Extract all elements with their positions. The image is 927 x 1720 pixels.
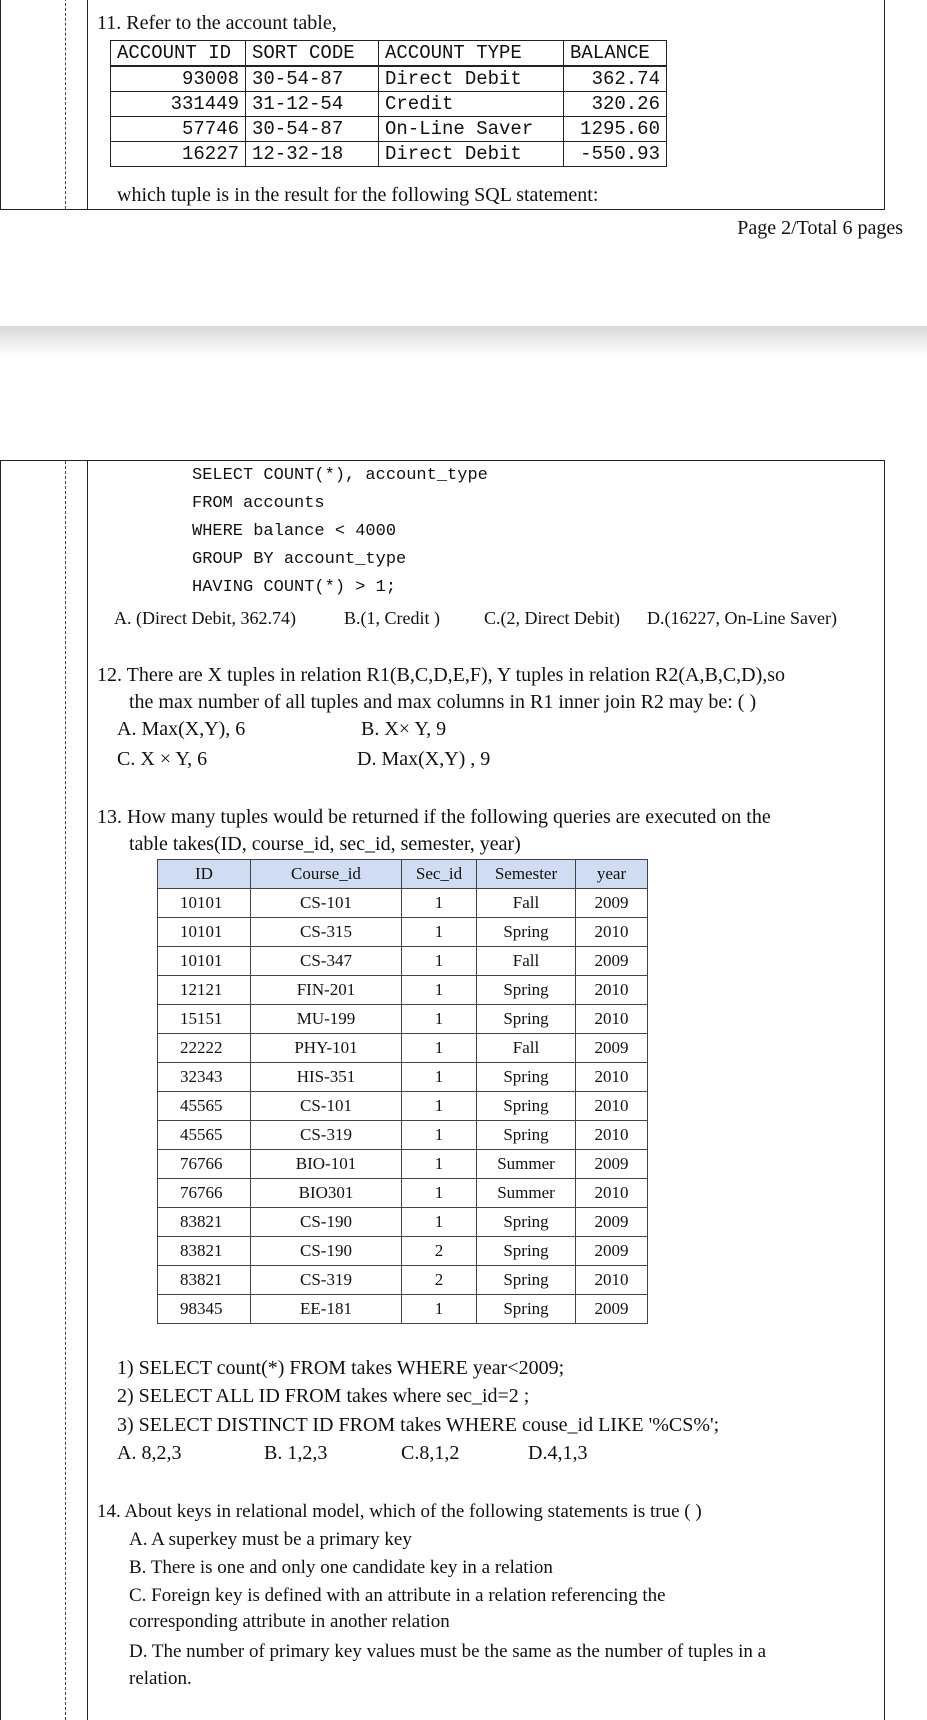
cell: CS-319	[251, 1266, 402, 1295]
q13-line2: table takes(ID, course_id, sec_id, semester, year)	[129, 833, 521, 855]
q14-stem: 14. About keys in relational model, which of the following statements is true ( )	[97, 1501, 702, 1522]
cell: 98345	[158, 1295, 251, 1324]
q14-option-a: A. A superkey must be a primary key	[129, 1529, 412, 1550]
cell: 1	[402, 1121, 477, 1150]
cell: CS-101	[251, 889, 402, 918]
cell: 1	[402, 1092, 477, 1121]
cell: BIO301	[251, 1179, 402, 1208]
cell: 2010	[576, 1121, 648, 1150]
binding-dashed-line	[65, 461, 66, 1720]
q14-option-d-line1: D. The number of primary key values must be the same as the number of tuples in a	[129, 1641, 767, 1662]
cell: Spring	[477, 1092, 576, 1121]
cell: CS-190	[251, 1237, 402, 1266]
cell: 2010	[576, 1179, 648, 1208]
cell: BIO-101	[251, 1150, 402, 1179]
header-id: ID	[158, 860, 251, 889]
table-row	[111, 66, 667, 92]
q11-question: which tuple is in the result for the following SQL statement:	[117, 184, 599, 206]
sql-line: SELECT COUNT(*), account_type	[192, 466, 488, 485]
q13-query-2: 2) SELECT ALL ID FROM takes where sec_id=2 ;	[117, 1385, 530, 1407]
cell: 30-54-87	[246, 117, 379, 142]
cell: Fall	[477, 947, 576, 976]
cell: FIN-201	[251, 976, 402, 1005]
cell: CS-101	[251, 1092, 402, 1121]
cell: Fall	[477, 889, 576, 918]
cell: 1	[402, 1295, 477, 1324]
cell: 2010	[576, 976, 648, 1005]
cell: CS-319	[251, 1121, 402, 1150]
sql-line: WHERE balance < 4000	[192, 522, 397, 541]
header-balance: BALANCE	[564, 41, 667, 67]
cell: Summer	[477, 1179, 576, 1208]
cell: 2009	[576, 1237, 648, 1266]
cell: Direct Debit	[379, 142, 564, 167]
cell: 57746	[111, 117, 246, 142]
cell: HIS-351	[251, 1063, 402, 1092]
header-year: year	[576, 860, 648, 889]
cell: 12-32-18	[246, 142, 379, 167]
q13-option-d: D.4,1,3	[528, 1442, 588, 1464]
q11-option-c: C.(2, Direct Debit)	[484, 608, 620, 628]
table-row	[158, 1063, 648, 1092]
cell: Spring	[477, 1237, 576, 1266]
table-row	[158, 1179, 648, 1208]
binding-dashed-line	[65, 0, 66, 209]
cell: 2	[402, 1237, 477, 1266]
cell: 83821	[158, 1237, 251, 1266]
cell: Spring	[477, 1005, 576, 1034]
cell: 1	[402, 1208, 477, 1237]
cell: 1	[402, 976, 477, 1005]
margin-line	[87, 0, 88, 209]
table-row	[158, 1266, 648, 1295]
q12-line2: the max number of all tuples and max columns in R1 inner join R2 may be: ( )	[129, 691, 757, 713]
cell: 31-12-54	[246, 92, 379, 117]
cell: 2009	[576, 889, 648, 918]
cell: CS-347	[251, 947, 402, 976]
header-semester: Semester	[477, 860, 576, 889]
cell: 2	[402, 1266, 477, 1295]
cell: 2010	[576, 918, 648, 947]
cell: EE-181	[251, 1295, 402, 1324]
q14-option-c-line1: C. Foreign key is defined with an attribute in a relation referencing the	[129, 1585, 666, 1606]
cell: 76766	[158, 1179, 251, 1208]
table-row	[158, 1237, 648, 1266]
q13-query-1: 1) SELECT count(*) FROM takes WHERE year<2009;	[117, 1357, 565, 1379]
table-row	[158, 1005, 648, 1034]
cell: 1	[402, 1179, 477, 1208]
q14-option-c-line2: corresponding attribute in another relation	[129, 1611, 450, 1632]
cell: 93008	[111, 66, 246, 92]
cell: 2009	[576, 1295, 648, 1324]
cell: 32343	[158, 1063, 251, 1092]
cell: 2010	[576, 1005, 648, 1034]
cell: Spring	[477, 1266, 576, 1295]
account-table-header	[111, 41, 667, 67]
cell: Spring	[477, 1121, 576, 1150]
cell: 1295.60	[564, 117, 667, 142]
q14-option-b: B. There is one and only one candidate key in a relation	[129, 1557, 553, 1578]
q12-option-a: A. Max(X,Y), 6	[117, 718, 246, 740]
cell: 1	[402, 1005, 477, 1034]
q12-option-b: B. X× Y, 9	[361, 718, 447, 740]
cell: Summer	[477, 1150, 576, 1179]
q12-line1: 12. There are X tuples in relation R1(B,C,D,E,F), Y tuples in relation R2(A,B,C,D),so	[97, 664, 786, 686]
q11-option-b: B.(1, Credit )	[344, 608, 440, 628]
cell: 30-54-87	[246, 66, 379, 92]
cell: 1	[402, 889, 477, 918]
cell: Spring	[477, 1208, 576, 1237]
cell: 1	[402, 947, 477, 976]
page-separator	[0, 326, 927, 358]
sql-line: GROUP BY account_type	[192, 550, 407, 569]
sql-line: FROM accounts	[192, 494, 325, 513]
cell: Spring	[477, 1295, 576, 1324]
cell: 2009	[576, 1208, 648, 1237]
page-footer: Page 2/Total 6 pages	[737, 217, 903, 239]
cell: 10101	[158, 918, 251, 947]
cell: 22222	[158, 1034, 251, 1063]
table-row	[158, 918, 648, 947]
cell: 362.74	[564, 66, 667, 92]
table-row	[158, 976, 648, 1005]
cell: MU-199	[251, 1005, 402, 1034]
cell: 1	[402, 1034, 477, 1063]
takes-table-header	[158, 860, 648, 889]
q14-option-d-line2: relation.	[129, 1668, 192, 1689]
table-row	[111, 92, 667, 117]
table-row	[158, 1208, 648, 1237]
cell: 10101	[158, 889, 251, 918]
cell: 76766	[158, 1150, 251, 1179]
cell: On-Line Saver	[379, 117, 564, 142]
q13-option-b: B. 1,2,3	[264, 1442, 328, 1464]
cell: 2009	[576, 1150, 648, 1179]
cell: CS-190	[251, 1208, 402, 1237]
header-account-id: ACCOUNT ID	[111, 41, 246, 67]
table-row	[158, 1295, 648, 1324]
cell: 12121	[158, 976, 251, 1005]
account-table	[110, 40, 667, 167]
table-row	[158, 1150, 648, 1179]
cell: 2010	[576, 1092, 648, 1121]
cell: 2010	[576, 1063, 648, 1092]
cell: 2010	[576, 1266, 648, 1295]
q13-option-c: C.8,1,2	[401, 1442, 460, 1464]
header-course-id: Course_id	[251, 860, 402, 889]
cell: -550.93	[564, 142, 667, 167]
cell: CS-315	[251, 918, 402, 947]
cell: Spring	[477, 1063, 576, 1092]
table-row	[158, 1121, 648, 1150]
cell: 15151	[158, 1005, 251, 1034]
q12-option-c: C. X × Y, 6	[117, 748, 208, 770]
q12-option-d: D. Max(X,Y) , 9	[357, 748, 491, 770]
q13-query-3: 3) SELECT DISTINCT ID FROM takes WHERE couse_id LIKE '%CS%';	[117, 1414, 720, 1436]
cell: 1	[402, 1063, 477, 1092]
table-row	[111, 142, 667, 167]
header-sec-id: Sec_id	[402, 860, 477, 889]
table-row	[111, 117, 667, 142]
margin-line	[87, 461, 88, 1720]
q11-intro: 11. Refer to the account table,	[97, 12, 337, 34]
cell: Spring	[477, 976, 576, 1005]
cell: 1	[402, 1150, 477, 1179]
header-sort-code: SORT CODE	[246, 41, 379, 67]
cell: 320.26	[564, 92, 667, 117]
cell: Credit	[379, 92, 564, 117]
cell: Direct Debit	[379, 66, 564, 92]
cell: Spring	[477, 918, 576, 947]
cell: 2009	[576, 1034, 648, 1063]
cell: 331449	[111, 92, 246, 117]
cell: 16227	[111, 142, 246, 167]
sql-line: HAVING COUNT(*) > 1;	[192, 578, 397, 597]
cell: PHY-101	[251, 1034, 402, 1063]
cell: 45565	[158, 1121, 251, 1150]
cell: 2009	[576, 947, 648, 976]
table-row	[158, 1034, 648, 1063]
q13-line1: 13. How many tuples would be returned if the following queries are executed on the	[97, 806, 771, 828]
takes-table	[157, 859, 648, 1324]
q13-option-a: A. 8,2,3	[117, 1442, 182, 1464]
table-row	[158, 889, 648, 918]
cell: 10101	[158, 947, 251, 976]
cell: 83821	[158, 1208, 251, 1237]
table-row	[158, 947, 648, 976]
table-row	[158, 1092, 648, 1121]
q11-option-d: D.(16227, On-Line Saver)	[647, 608, 837, 628]
cell: 45565	[158, 1092, 251, 1121]
cell: 83821	[158, 1266, 251, 1295]
cell: 1	[402, 918, 477, 947]
q11-option-a: A. (Direct Debit, 362.74)	[114, 608, 296, 628]
cell: Fall	[477, 1034, 576, 1063]
header-account-type: ACCOUNT TYPE	[379, 41, 564, 67]
